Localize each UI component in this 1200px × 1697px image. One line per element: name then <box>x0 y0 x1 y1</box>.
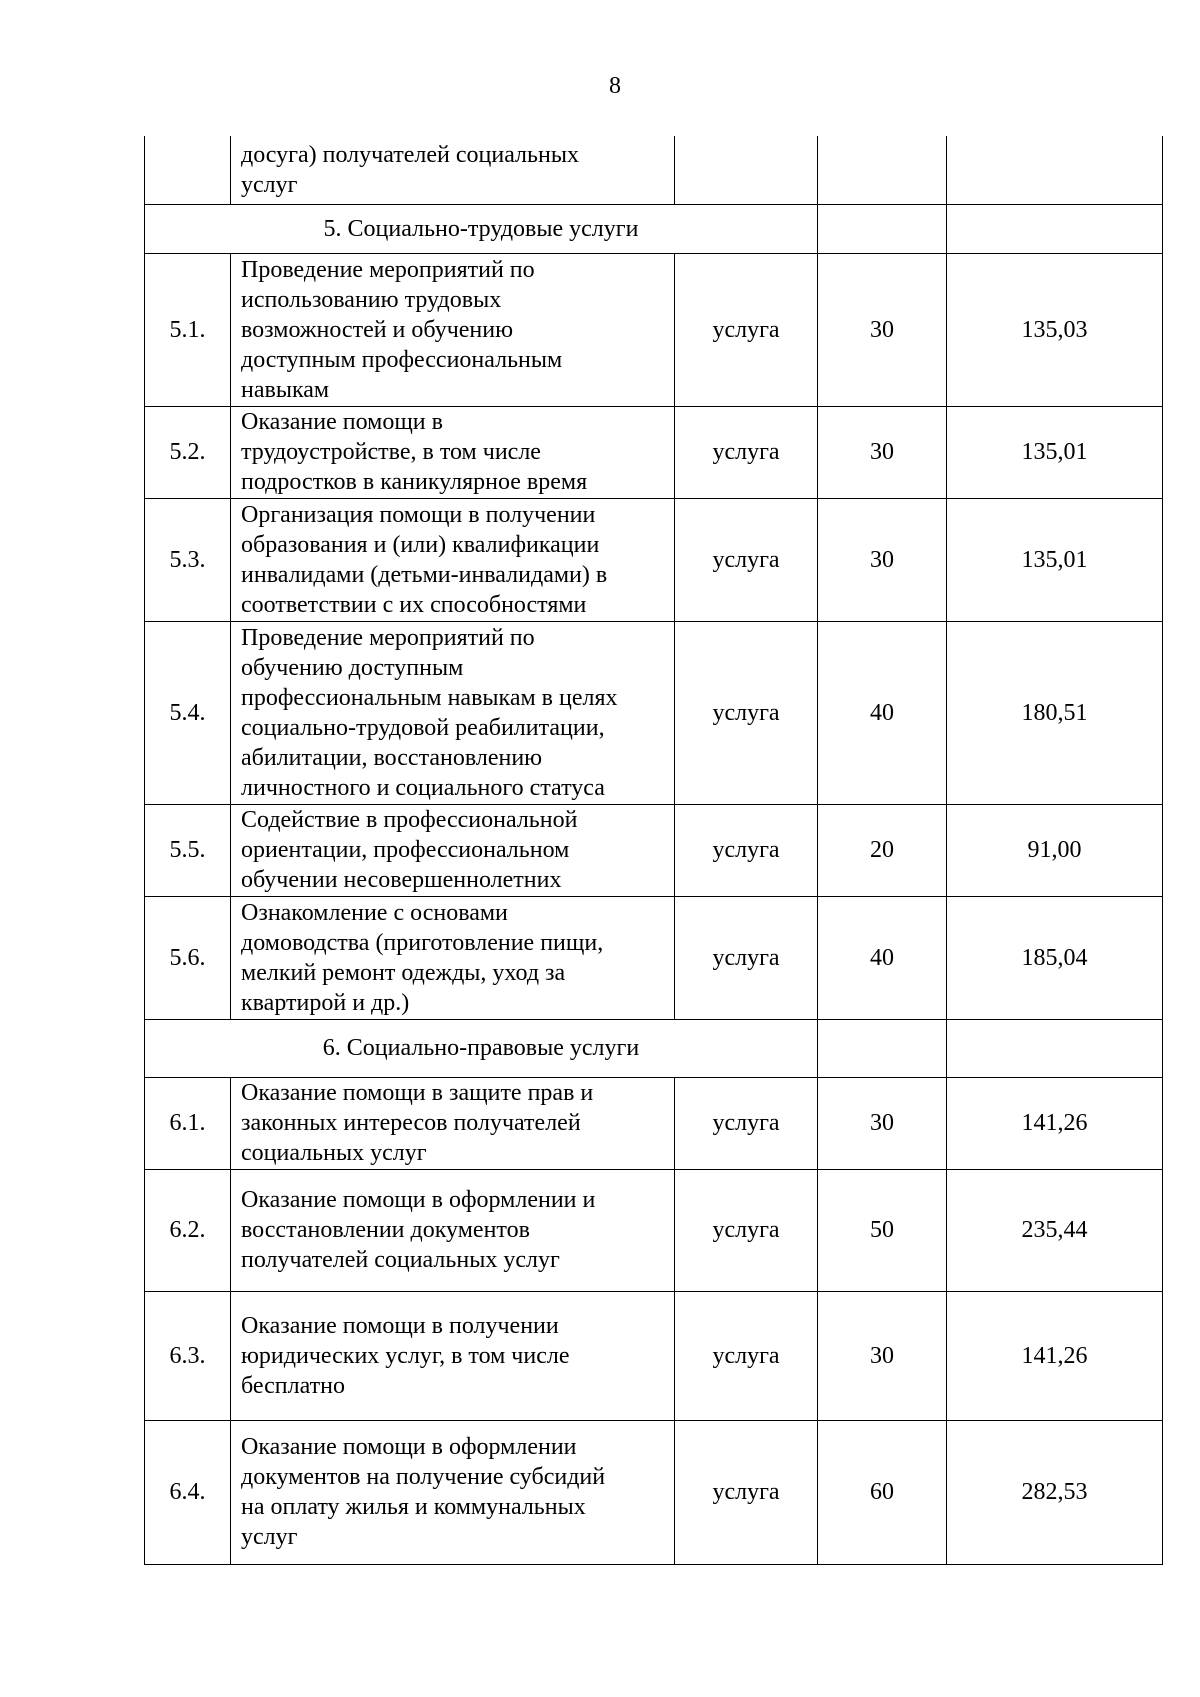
cell-price: 135,01 <box>947 406 1163 498</box>
service-name-line: Оказание помощи в защите прав и <box>241 1080 594 1106</box>
service-name-line: Оказание помощи в оформлении и <box>241 1187 596 1213</box>
cell-qty: 30 <box>818 1291 947 1420</box>
cell-service-name <box>231 1077 675 1169</box>
cell-num <box>145 136 231 204</box>
service-name-line: личностного и социального статуса <box>241 774 605 801</box>
service-name-line: Оказание помощи в оформлении <box>241 1434 577 1460</box>
cell-unit: услуга <box>675 406 818 498</box>
service-name-line: получателей социальных услуг <box>241 1247 560 1273</box>
cell-qty: 30 <box>818 253 947 406</box>
cell-price: 135,01 <box>947 498 1163 621</box>
service-name-line: Организация помощи в получении <box>241 501 596 528</box>
cell-service-name <box>231 1169 675 1291</box>
table-row <box>145 406 1163 498</box>
cell-service-name <box>231 896 675 1019</box>
cell-num: 5.6. <box>145 896 231 1019</box>
cell-qty <box>818 136 947 204</box>
cell-service-name <box>231 1420 675 1564</box>
cell-num: 6.2. <box>145 1169 231 1291</box>
cell-qty <box>818 1019 947 1077</box>
service-name-line: на оплату жилья и коммунальных <box>241 1494 586 1520</box>
cell-unit: услуга <box>675 1291 818 1420</box>
cell-price <box>947 204 1163 253</box>
service-name-line: восстановлении документов <box>241 1217 530 1243</box>
service-name-line: профессиональным навыкам в целях <box>241 684 618 711</box>
cell-qty: 50 <box>818 1169 947 1291</box>
service-name-line: услуг <box>241 1524 298 1550</box>
service-name-line: инвалидами (детьми-инвалидами) в <box>241 561 608 588</box>
table-row <box>145 253 1163 406</box>
service-name-line: соответствии с их способностями <box>241 591 587 618</box>
service-name-line: образования и (или) квалификации <box>241 531 600 558</box>
cell-price: 282,53 <box>947 1420 1163 1564</box>
cell-price: 185,04 <box>947 896 1163 1019</box>
table-row <box>145 896 1163 1019</box>
service-name-line: обучению доступным <box>241 654 464 681</box>
cell-service-name <box>231 621 675 804</box>
cell-num: 6.4. <box>145 1420 231 1564</box>
table-row <box>145 1420 1163 1564</box>
cell-qty: 40 <box>818 621 947 804</box>
cell-qty <box>818 204 947 253</box>
cell-price: 135,03 <box>947 253 1163 406</box>
section-title: 6. Социально-правовые услуги <box>145 1019 818 1077</box>
table-row <box>145 1169 1163 1291</box>
service-name-line: мелкий ремонт одежды, уход за <box>241 959 566 986</box>
cell-price: 141,26 <box>947 1077 1163 1169</box>
section-header-row <box>145 1019 1163 1077</box>
service-name-line: услуг <box>241 171 298 198</box>
cell-unit: услуга <box>675 1169 818 1291</box>
service-name-line: ориентации, профессиональном <box>241 837 570 863</box>
cell-unit: услуга <box>675 253 818 406</box>
table-row-continuation <box>145 136 1163 204</box>
service-name-line: социально-трудовой реабилитации, <box>241 714 605 741</box>
service-name-line: квартирой и др.) <box>241 989 410 1016</box>
cell-num: 5.4. <box>145 621 231 804</box>
cell-unit: услуга <box>675 1077 818 1169</box>
cell-service-name <box>231 498 675 621</box>
service-name-line: законных интересов получателей <box>241 1110 581 1136</box>
service-name-line: навыкам <box>241 376 330 403</box>
cell-qty: 30 <box>818 1077 947 1169</box>
cell-qty: 20 <box>818 804 947 896</box>
table-row <box>145 804 1163 896</box>
service-name-line: трудоустройстве, в том числе <box>241 439 541 465</box>
service-name-line: досуга) получателей социальных <box>241 141 579 168</box>
cell-unit: услуга <box>675 498 818 621</box>
table-row <box>145 498 1163 621</box>
cell-num: 5.3. <box>145 498 231 621</box>
cell-service-name <box>231 1291 675 1420</box>
service-name-line: социальных услуг <box>241 1140 427 1166</box>
section-title: 5. Социально-трудовые услуги <box>145 204 818 253</box>
service-name-line: Содействие в профессиональной <box>241 807 578 833</box>
cell-price <box>947 136 1163 204</box>
cell-qty: 30 <box>818 498 947 621</box>
cell-num: 5.5. <box>145 804 231 896</box>
cell-unit: услуга <box>675 621 818 804</box>
service-name-line: Проведение мероприятий по <box>241 256 535 283</box>
services-table <box>144 136 1163 1565</box>
page-number: 8 <box>609 73 621 99</box>
service-name-line: использованию трудовых <box>241 286 502 313</box>
cell-num: 6.1. <box>145 1077 231 1169</box>
cell-num: 5.1. <box>145 253 231 406</box>
cell-qty: 40 <box>818 896 947 1019</box>
service-name-line: юридических услуг, в том числе <box>241 1342 570 1369</box>
table-row <box>145 1077 1163 1169</box>
service-name-line: обучении несовершеннолетних <box>241 867 562 893</box>
cell-unit <box>675 136 818 204</box>
table-row <box>145 1291 1163 1420</box>
service-name-line: документов на получение субсидий <box>241 1464 606 1490</box>
cell-price <box>947 1019 1163 1077</box>
section-header-row <box>145 204 1163 253</box>
cell-unit: услуга <box>675 896 818 1019</box>
service-name-line: Оказание помощи в <box>241 409 443 435</box>
cell-unit: услуга <box>675 804 818 896</box>
service-name-line: доступным профессиональным <box>241 346 563 373</box>
cell-unit: услуга <box>675 1420 818 1564</box>
service-name-line: Оказание помощи в получении <box>241 1312 559 1339</box>
cell-service-name <box>231 136 675 204</box>
cell-qty: 30 <box>818 406 947 498</box>
cell-price: 91,00 <box>947 804 1163 896</box>
cell-service-name <box>231 406 675 498</box>
service-name-line: возможностей и обучению <box>241 316 514 343</box>
cell-price: 235,44 <box>947 1169 1163 1291</box>
service-name-line: Проведение мероприятий по <box>241 624 535 651</box>
service-name-line: домоводства (приготовление пищи, <box>241 929 604 956</box>
service-name-line: абилитации, восстановлению <box>241 744 543 771</box>
cell-num: 5.2. <box>145 406 231 498</box>
table-row <box>145 621 1163 804</box>
service-name-line: подростков в каникулярное время <box>241 469 588 495</box>
cell-service-name <box>231 253 675 406</box>
cell-qty: 60 <box>818 1420 947 1564</box>
cell-service-name <box>231 804 675 896</box>
cell-price: 180,51 <box>947 621 1163 804</box>
services-table-body <box>145 136 1163 1564</box>
service-name-line: Ознакомление с основами <box>241 899 508 926</box>
cell-num: 6.3. <box>145 1291 231 1420</box>
service-name-line: бесплатно <box>241 1372 345 1399</box>
cell-price: 141,26 <box>947 1291 1163 1420</box>
